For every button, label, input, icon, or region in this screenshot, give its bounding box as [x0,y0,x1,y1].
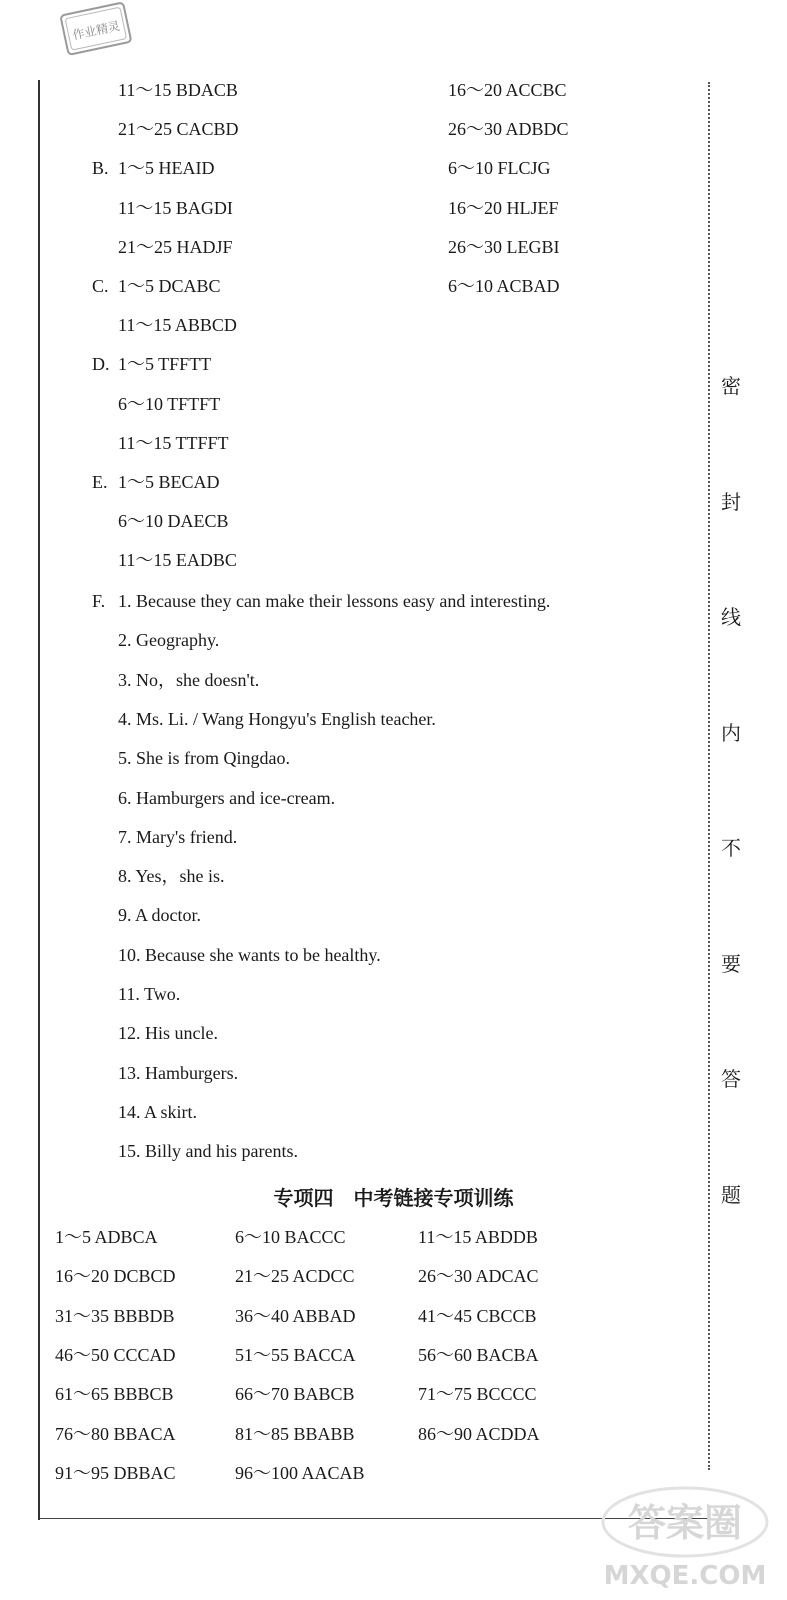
section-label: B. [92,158,109,178]
stamp-text: 作业精灵 [71,18,122,43]
answer-left: 11～15 BDACB [118,80,238,100]
seal-char: 线 [721,605,741,629]
answer-item: 8. Yes，she is. [118,866,225,886]
grid-answer: 86～90 ACDDA [418,1424,540,1444]
answer-left: 11～15 EADBC [118,550,237,570]
seal-char: 不 [721,836,741,860]
grid-answer: 71～75 BCCCC [418,1384,537,1404]
watermark-logo [595,1480,775,1590]
answer-left: 1～5 DCABC [118,276,221,296]
seal-char: 答 [721,1067,741,1091]
answer-left: 6～10 TFTFT [118,394,221,414]
section-label: E. [92,472,108,492]
grid-answer: 36～40 ABBAD [235,1306,356,1326]
answer-item: 4. Ms. Li. / Wang Hongyu's English teacher. [118,709,436,729]
grid-answer: 31～35 BBBDB [55,1306,175,1326]
answer-left: 6～10 DAECB [118,511,229,531]
seal-char: 题 [721,1183,741,1207]
watermark-domain: MXQE.COM [603,1561,767,1590]
answer-right: 26～30 LEGBI [448,237,560,257]
grid-answer: 96～100 AACAB [235,1463,365,1483]
seal-dotted-line [708,82,710,1470]
section4-title: 专项四 中考链接专项训练 [273,1186,514,1210]
grid-answer: 51～55 BACCA [235,1345,356,1365]
grid-answer: 56～60 BACBA [418,1345,539,1365]
answer-item: 12. His uncle. [118,1023,218,1043]
answer-left: 11～15 ABBCD [118,315,237,335]
answer-right: 16～20 ACCBC [448,80,567,100]
answer-left: 21～25 HADJF [118,237,233,257]
answer-item: 2. Geography. [118,630,220,650]
grid-answer: 11～15 ABDDB [418,1227,538,1247]
section-label: F. [92,591,106,611]
answer-left: 21～25 CACBD [118,119,239,139]
section-label: C. [92,276,109,296]
grid-answer: 16～20 DCBCD [55,1266,176,1286]
grid-answer: 41～45 CBCCB [418,1306,537,1326]
answer-item: 10. Because she wants to be healthy. [118,945,381,965]
answer-item: 5. She is from Qingdao. [118,748,290,768]
answer-item: 14. A skirt. [118,1102,198,1122]
seal-char: 封 [721,490,741,514]
grid-answer: 66～70 BABCB [235,1384,355,1404]
answer-left: 1～5 TFFTT [118,354,212,374]
grid-answer: 46～50 CCCAD [55,1345,176,1365]
section-label: D. [92,354,110,374]
answer-item: 11. Two. [118,984,181,1004]
answer-item: 13. Hamburgers. [118,1063,239,1083]
answer-right: 6～10 ACBAD [448,276,560,296]
grid-answer: 1～5 ADBCA [55,1227,158,1247]
answer-left: 11～15 BAGDI [118,198,233,218]
answer-right: 26～30 ADBDC [448,119,569,139]
answer-left: 1～5 BECAD [118,472,220,492]
answer-left: 11～15 TTFFT [118,433,229,453]
stamp-logo [58,0,140,58]
grid-answer: 81～85 BBABB [235,1424,355,1444]
answer-item: 15. Billy and his parents. [118,1141,298,1161]
grid-answer: 76～80 BBACA [55,1424,176,1444]
left-margin-rule [38,80,40,1520]
grid-answer: 91～95 DBBAC [55,1463,176,1483]
answer-item: 1. Because they can make their lessons easy and interesting. [118,591,551,611]
answer-item: 3. No，she doesn't. [118,670,260,690]
seal-char: 要 [721,952,741,976]
grid-answer: 61～65 BBBCB [55,1384,174,1404]
answer-item: 9. A doctor. [118,905,202,925]
answer-item: 6. Hamburgers and ice-cream. [118,788,336,808]
watermark-main: 答案圈 [627,1501,743,1545]
answer-item: 7. Mary's friend. [118,827,238,847]
answer-left: 1～5 HEAID [118,158,215,178]
seal-char: 密 [721,374,741,398]
seal-char: 内 [721,721,741,745]
grid-answer: 6～10 BACCC [235,1227,346,1247]
grid-answer: 26～30 ADCAC [418,1266,539,1286]
answer-right: 16～20 HLJEF [448,198,559,218]
grid-answer: 21～25 ACDCC [235,1266,355,1286]
answer-right: 6～10 FLCJG [448,158,551,178]
